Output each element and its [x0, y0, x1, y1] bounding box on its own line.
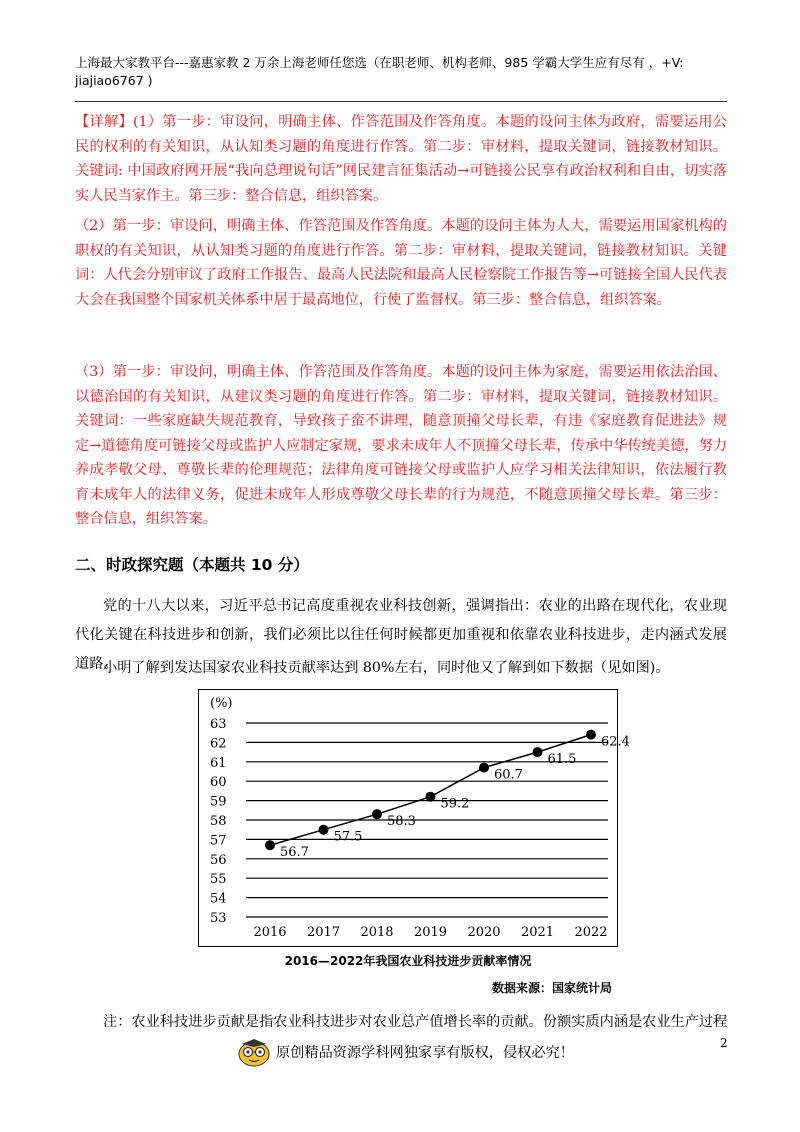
- y-tick-label: 55: [210, 872, 227, 888]
- section-paragraph-1: 党的十八大以来，习近平总书记高度重视农业科技创新，强调指出：农业的出路在现代化，农业现代化关键在科技进步和创新，我们必须比以往任何时候都更加重视和依靠农业科技进步，走内涵式发展道路。: [75, 598, 727, 672]
- answer-text-3: （3）第一步：审设问，明确主体、作答范围及作答角度。本题的设问主体为家庭，需要运用依法治国、以德治国的有关知识，从建议类习题的角度进行作答。第二步：审材料，提取关键词，链接教材知识。关键词：一些家庭缺失规范教育，导致孩子蛮不讲理，随意顶撞父母长辈，有违《家庭教育促进法》规定→道德角度可链接父母或监护人应制定家规，要求未成年人不顶撞父母长辈，传承中华传统美德，努力养成孝敬父母、尊敬长辈的伦理规范；法律角度可链接父母或监护人应学习相关法律知识，依法履行教育未成年人的法律义务，促进未成年人形成尊敬父母长辈的行为规范，不随意顶撞父母长辈。第三步：整合信息，组织答案。: [75, 364, 727, 527]
- mascot-icon: [236, 1037, 272, 1067]
- data-label: 57.5: [333, 829, 363, 845]
- y-tick-label: 58: [210, 814, 227, 829]
- answer-paragraph-1: [75, 110, 727, 208]
- data-point: [265, 840, 275, 850]
- answer-label: 【详解】: [75, 114, 133, 130]
- data-label: 61.5: [547, 752, 577, 768]
- x-tick-label: 2021: [520, 925, 555, 940]
- answer-text-1: (1）第一步：审设问，明确主体、作答范围及作答角度。本题的设问主体为政府，需要运用公民的权利的有关知识，从认知类习题的角度进行作答。第二步：审材料，提取关键词，链接教材知识。关键词: 中国政府网开展“我向总理说句话”网民建言征集活动→可链接公民享有政治权利和自由，切实落实人民当家作主。第三步：整合信息，组织答案。: [75, 114, 727, 204]
- chart-svg: [198, 689, 630, 947]
- data-point: [533, 747, 543, 757]
- x-tick-label: 2020: [467, 925, 501, 940]
- y-tick-label: 54: [210, 891, 227, 907]
- data-label: 58.3: [387, 814, 416, 830]
- footer-text: 原创精品资源学科网独家享有版权，侵权必究！: [276, 1045, 574, 1061]
- data-point: [479, 763, 489, 773]
- y-tick-label: 62: [210, 736, 227, 752]
- answer-text-2: （2）第一步：审设问，明确主体、作答范围及作答角度。本题的设问主体为人大，需要运用国家机构的职权的有关知识，从认知类习题的角度进行作答。第二步：审材料，提取关键词，链接教材知识。关键词：人代会分别审议了政府工作报告、最高人民法院和最高人民检察院工作报告等→可链接全国人民代表大会在我国整个国家机关体系中居于最高地位，行使了监督权。第三步：整合信息，组织答案。: [75, 218, 727, 308]
- answer-paragraph-3: [75, 360, 727, 532]
- x-tick-label: 2017: [306, 925, 341, 940]
- data-label: 62.4: [601, 734, 630, 750]
- x-tick-label: 2018: [360, 925, 394, 940]
- y-tick-label: 61: [210, 755, 227, 771]
- line-chart: [198, 689, 630, 947]
- data-point: [586, 730, 596, 740]
- y-tick-label: 60: [210, 775, 227, 791]
- answer-paragraph-2: [75, 214, 727, 312]
- x-tick-label: 2022: [574, 925, 608, 940]
- y-tick-label: 56: [210, 852, 227, 868]
- y-tick-label: 59: [210, 794, 227, 810]
- data-label: 60.7: [494, 767, 523, 783]
- data-label: 59.2: [440, 796, 470, 812]
- data-label: 56.7: [280, 845, 309, 861]
- page-number: 2: [720, 1036, 728, 1050]
- y-tick-label: 53: [210, 911, 227, 926]
- data-point: [372, 809, 382, 819]
- y-tick-label: 57: [210, 833, 227, 849]
- chart-source: 数据来源：国家统计局: [492, 981, 613, 995]
- data-point: [319, 825, 329, 835]
- section-paragraph-2: 小明了解到发达国家农业科技贡献率达到 80%左右，同时他又了解到如下数据（见如图)。: [103, 660, 670, 676]
- section-title: 二、时政探究题（本题共 10 分）: [75, 556, 309, 574]
- y-tick-label: 63: [210, 717, 227, 732]
- chart-title: 2016—2022年我国农业科技进步贡献率情况: [284, 954, 532, 968]
- page-footer: [236, 1036, 574, 1068]
- header-divider: [75, 101, 727, 102]
- header-text: 上海最大家教平台---嘉惠家教 2 万余上海老师任您选（在职老师、机构老师、985 学霸大学生应有尽有 ，+V: jiajiao6767 ): [75, 55, 684, 88]
- x-tick-label: 2019: [413, 925, 448, 940]
- note-paragraph: 注：农业科技进步贡献是指农业科技进步对农业总产值增长率的贡献。份额实质内涵是农业生产过程: [103, 1014, 728, 1030]
- y-axis-unit: (%): [210, 696, 233, 711]
- page-header: [75, 54, 735, 90]
- data-point: [426, 792, 436, 802]
- x-tick-label: 2016: [253, 925, 287, 940]
